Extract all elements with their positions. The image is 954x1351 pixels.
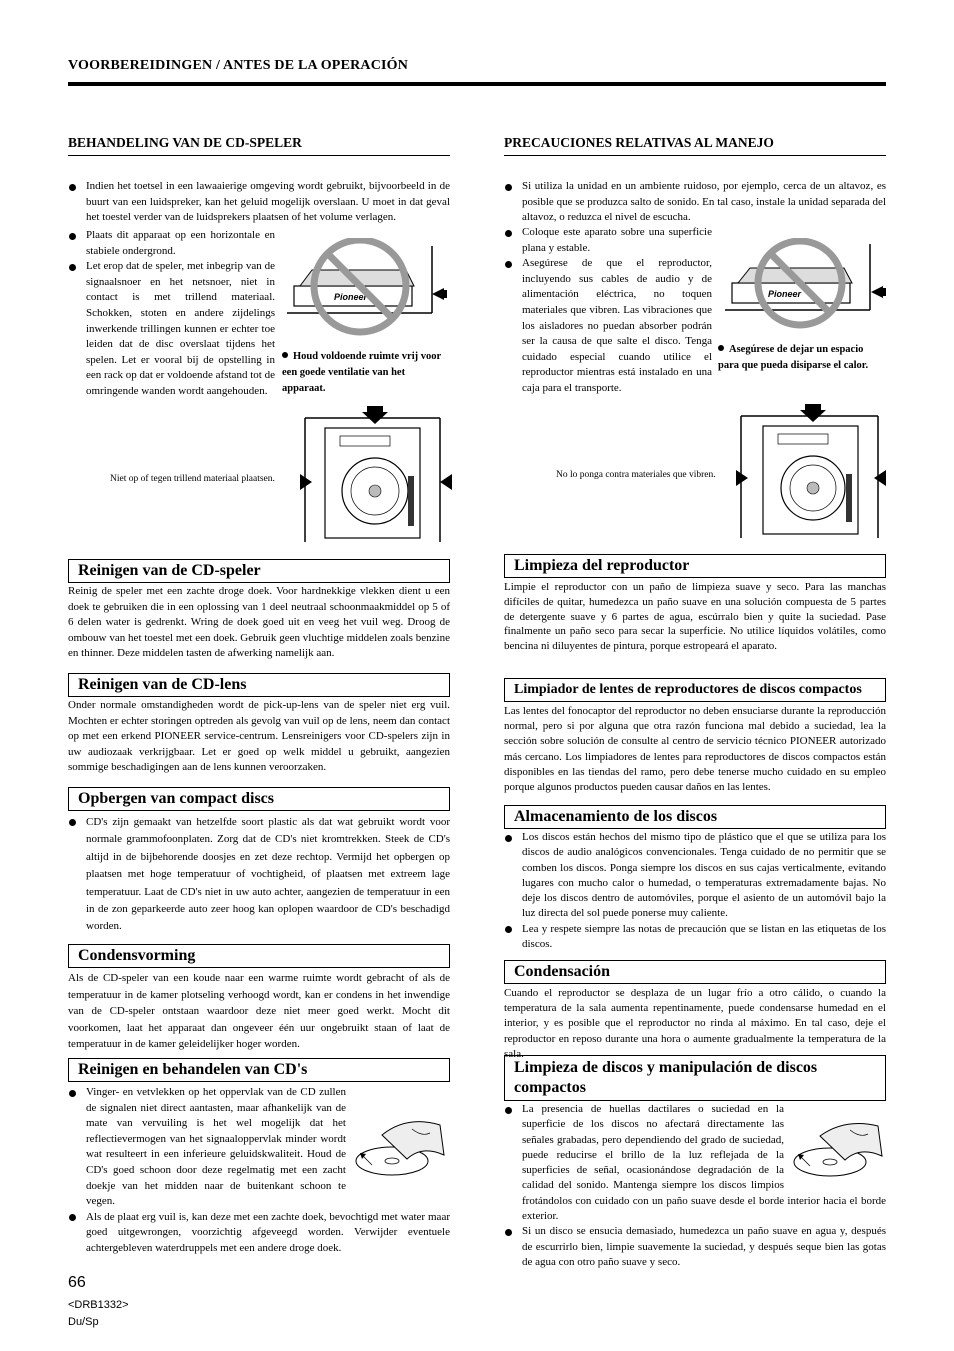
left-cleaning-cds-text — [68, 1085, 450, 1257]
left-cleaning-cds-bullet-2: Als de plaat erg vuil is, kan deze met een zachte doek, bevochtigd met water maar goed uitgewrongen, voorzichtig afgeveegd worden. Verwijder eventuele achtergebleven waterdruppels met een andere droge doek. — [68, 1210, 450, 1257]
left-subtitle: BEHANDELING VAN DE CD-SPELER — [68, 135, 302, 150]
page-header: VOORBEREIDINGEN / ANTES DE LA OPERACIÓN — [68, 58, 409, 73]
right-handling-bullet-1: Si utiliza la unidad en un ambiente ruidoso, por ejemplo, cerca de un altavoz, es posible que se produzca salto de sonido. En tal caso, instale la unidad separada del altavoz, o reduzca el nivel de escucha. — [504, 179, 886, 226]
no-obstruction-illustration-right — [720, 238, 886, 333]
left-section-title-cleaning-cds: Reinigen en behandelen van CD's — [68, 1058, 450, 1082]
pioneer-logo-left: Pioneer — [334, 292, 368, 302]
right-cleaning-player-text: Limpie el reproductor con un paño de limpieza suave y seco. Para las manchas difíciles de quitar, humedezca un paño suave en una solución compuesta de 5 partes de detergente suave y 6 partes de agua, escúrralo bien y quite la suciedad. Pase finalmente un paño seco para secar la superficie. No utilice líquidos volátiles, como bencina ni diluyentes de pintura, porque estropeará el aparato. — [504, 581, 886, 653]
right-handling-bullet-3: Asegúrese de que el reproductor, incluyendo sus cables de audio y de alimentación eléctrica, no toquen materiales que vibren. Las vibraciones que los aisladores no puedan absorber podrán ser la causa de que salte el disco. Tenga cuidado especial cuando utilice el reproductor mientras está instalado en una caja para el transporte. — [504, 256, 712, 396]
doc-code: <DRB1332> — [68, 1299, 129, 1311]
left-handling-bullet-2: Plaats dit apparaat op een horizontale en stabiele ondergrond. — [68, 228, 275, 259]
left-handling-1 — [68, 179, 450, 226]
page-number: 66 — [68, 1274, 86, 1291]
left-storage-bullet: CD's zijn gemaakt van hetzelfde soort plastic als dat wat gebruikt wordt voor normale grammofoonplaten. Zorg dat de CD's niet kromtrekken. Steek de CD's altijd in de bijbehorende doosjes en zet deze rechtop. Vermijd het opbergen op plaatsen met hoge temperatuur of vochtigheid, of plaatsen met extreem lage temperatuur. Laat de CD's niet in uw auto achter, aangezien de temperatuur in een in de zon geparkeerde auto zeer hoog kan oplopen waardoor de CD's beschadigd worden. — [68, 814, 450, 936]
right-section-title-cleaning-player: Limpieza del reproductor — [504, 554, 886, 578]
right-section-title-storage: Almacenamiento de los discos — [504, 805, 886, 829]
vibration-illustration-right — [736, 404, 886, 538]
right-storage-text — [504, 830, 886, 952]
no-obstruction-illustration-left — [282, 238, 447, 338]
right-storage-bullet-1: Los discos están hechos del mismo tipo de plástico que el que se utiliza para los discos de audio analógicos convencionales. Tenga cuidado de no permitir que se comben los discos. Ponga siempre los discos en sus cajas verticalmente, evitando lugares con mucho calor o humedad, o temperaturas extremadamente bajas. No deje los discos dentro de automóviles, porque el asiento de un automóvil bajo la luz directa del sol puede ponerse muy caliente. — [504, 830, 886, 922]
left-cleaning-lens-text: Onder normale omstandigheden wordt de pick-up-lens van de speler niet erg vuil. Mochten er echter storingen optreden als gevolg van vuil op de lens, neem dan contact op met een erkend PIONEER service-centrum. Lensreinigers voor CD-spelers zijn in uw audiozaak verkrijgbaar. Let er goed op welk middel u gebruikt, aangezien sommige beschadigingen aan de lens kunnen veroorzaken. — [68, 699, 450, 774]
right-handling-2 — [504, 225, 712, 397]
vibration-illustration-left — [300, 406, 452, 542]
left-subtitle-rule — [68, 155, 450, 156]
right-section-title-cleaning-lens: Limpiador de lentes de reproductores de discos compactos — [504, 678, 886, 702]
left-handling-2 — [68, 228, 275, 400]
right-subtitle: PRECAUCIONES RELATIVAS AL MANEJO — [504, 135, 774, 150]
left-section-title-cleaning-player: Reinigen van de CD-speler — [68, 559, 450, 583]
language-code: Du/Sp — [68, 1316, 99, 1328]
left-section-title-condensation: Condensvorming — [68, 944, 450, 968]
right-section-title-condensation: Condensación — [504, 960, 886, 984]
left-section-title-storage: Opbergen van compact discs — [68, 787, 450, 811]
right-cleaning-cds-bullet-1: La presencia de huellas dactilares o suciedad en la superficie de los discos no afectará directamente las señales grabadas, pero dependiendo del grado de suciedad, puede reducirse el brillo de la luz reflejada de la superficies de señal, ocasionándose degradación de la calidad del sonido. Mantenga siempre los discos limpios frotándolos con cuidado con un paño suave desde el borde interior hacia el borde exterior. — [504, 1102, 886, 1224]
right-handling-1 — [504, 179, 886, 226]
bullet-icon — [718, 345, 724, 351]
left-section-title-cleaning-lens: Reinigen van de CD-lens — [68, 673, 450, 697]
header-rule — [68, 82, 886, 86]
left-vibration-caption: Niet op of tegen trillend materiaal plaatsen. — [110, 474, 275, 484]
bullet-icon — [282, 352, 288, 358]
right-vibration-caption: No lo ponga contra materiales que vibren. — [556, 470, 716, 480]
right-cleaning-cds-text — [504, 1102, 886, 1270]
left-ventilation-caption: Houd voldoende ruimte vrij voor een goede ventilatie van het apparaat. — [282, 351, 441, 394]
left-handling-bullet-3: Let erop dat de speler, met inbegrip van de signaalsnoer en het netsnoer, niet in contact is met trillend materiaal. Schokken, stoten en andere zijdelings inwerkende trillingen kunnen er echter toe leiden dat de disc overslaat tijdens het spelen. Let er vooral bij de opstelling in een rack op dat er voldoende afstand tot de omringende wanden wordt aangehouden. — [68, 259, 275, 399]
left-cleaning-player-text: Reinig de speler met een zachte droge doek. Voor hardnekkige vlekken dient u een doek te gebruiken die in een oplossing van 1 deel neutraal schoonmaakmiddel op 5 of 6 delen water is gedrenkt. Wring de doek goed uit en veeg het vuil weg. Droog de ombouw van het toestel met een doek. Gebruik geen vluchtige middelen zoals benzine en thinner. Deze middelen tasten de afwerking namelijk aan. — [68, 585, 450, 660]
right-storage-bullet-2: Lea y respete siempre las notas de precaución que se listan en las etiquetas de los discos. — [504, 922, 886, 953]
right-handling-bullet-2: Coloque este aparato sobre una superficie plana y estable. — [504, 225, 712, 256]
right-section-title-cleaning-cds: Limpieza de discos y manipulación de discos compactos — [504, 1055, 886, 1101]
left-storage-text — [68, 814, 450, 936]
right-cleaning-lens-text: Las lentes del fonocaptor del reproductor no deben ensuciarse durante la reproducción normal, pero si por alguna que otra razón funciona mal debido a suciedad, lea la sección sobre solución de consulte al centro de servicio técnico PIONEER autorizado más cercano. Los limpiadores de lentes para reproductores de discos compactos están disponibles en las tiendas del ramo, pero debe tenerse mucho cuidado en su empleo porque algunos productos pueden causar daños en las lentes. — [504, 705, 886, 794]
left-handling-bullet-1: Indien het toetsel in een lawaaierige omgeving wordt gebruikt, bijvoorbeeld in de buurt van een luidspreker, kan het geluid mogelijk overslaan. U moet in dat geval het toestel verder van de luidsprekers plaatsen of het volume verlagen. — [68, 179, 450, 226]
left-condensation-text: Als de CD-speler van een koude naar een warme ruimte wordt gebracht of als de temperatuur in de kamer plotseling verhoogd wordt, kan er condens in het inwendige van de CD-speler ontstaan waardoor deze niet meer goed werkt. Mocht dit voorkomen, laat het apparaat dan ongeveer één uur ongebruikt staan of laat de temperatuur in de kamer geleidelijker hoger worden. — [68, 972, 450, 1051]
right-condensation-text: Cuando el reproductor se desplaza de un lugar frío a otro cálido, o cuando la temperatura de la sala aumenta repentinamente, puede condensarse humedad en el interior, y es posible que el reproductor no rinda al máximo. En tal caso, deje el reproductor en reposo durante una hora o aumente gradualmente la temperatura de la sala. — [504, 987, 886, 1060]
right-cleaning-cds-bullet-2: Si un disco se ensucia demasiado, humedezca un paño suave en agua y, después de escurrirlo bien, limpie suavemente la suciedad, y después seque bien las gotas de agua con otro paño suave y seco. — [504, 1224, 886, 1270]
right-subtitle-rule — [504, 155, 886, 156]
right-ventilation-caption: Asegúrese de dejar un espacio para que pueda disiparse el calor. — [718, 344, 869, 371]
left-cleaning-cds-bullet-1: Vinger- en vetvlekken op het oppervlak van de CD zullen de signalen niet direct aantasten, maar afhankelijk van de mate van vervuiling is het wel mogelijk dat het reflectievermogen van het signaaloppervlak minder wordt wat resulteert in een inferieure geluidskwaliteit. Houd de CD's goed schoon door deze regelmatig met een zacht doekje van het midden naar de buitenkant schoon te vegen. — [68, 1085, 450, 1210]
pioneer-logo-right: Pioneer — [768, 289, 802, 299]
